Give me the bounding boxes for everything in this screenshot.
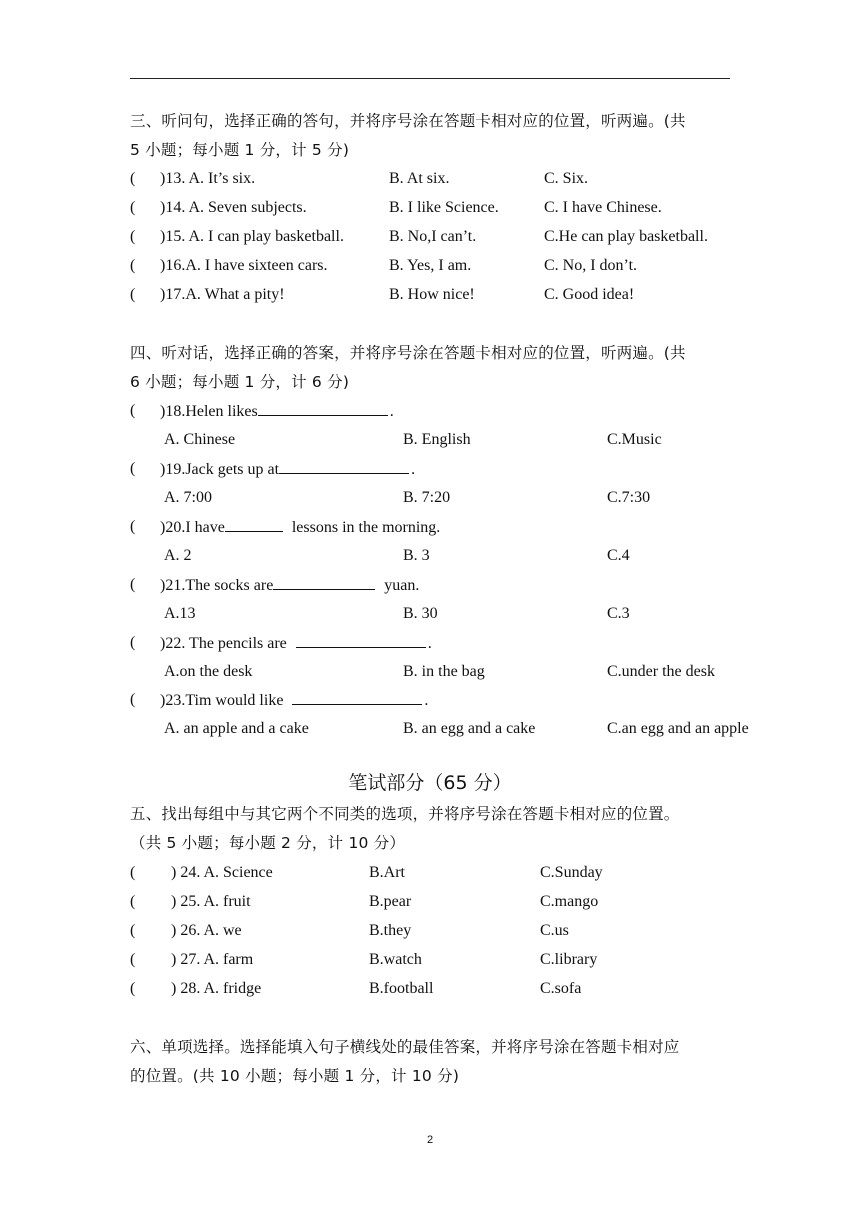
answer-paren: ( [130,864,136,881]
answer-blank [279,458,409,474]
option-b: B. an egg and a cake [403,720,536,737]
option-c: C.under the desk [607,663,715,680]
option-c: C.us [540,922,569,939]
answer-blank [296,632,426,648]
option-c: C.3 [607,605,630,622]
question-stem: ) 24. A. Science [171,864,273,881]
option-c: C.He can play basketball. [544,228,708,245]
question-tail: yuan. [384,577,420,594]
option-c: C.Music [607,431,662,448]
option-b: B. I like Science. [389,199,499,216]
option-b: B.pear [369,893,412,910]
option-c: C.7:30 [607,489,651,506]
question-stem [160,516,440,539]
answer-paren: ( [130,460,136,477]
option-a: A. 2 [164,547,192,564]
option-b: B. How nice! [389,286,475,303]
answer-paren: ( [130,576,136,593]
question-tail: lessons in the morning. [291,519,441,536]
answer-paren: ( [130,691,136,708]
option-c: C. No, I don’t. [544,257,638,274]
question-stem: )17.A. What a pity! [160,286,285,303]
question-stem [160,400,394,423]
written-part-title: 笔试部分（65 分） [348,772,512,794]
question-stem: ) 25. A. fruit [171,893,251,910]
option-c: C. Good idea! [544,286,635,303]
option-c: C. Six. [544,170,589,187]
answer-blank [225,516,283,532]
question-tail: . [427,635,432,652]
question-stem: )14. A. Seven subjects. [160,199,307,216]
question-stem [160,632,432,655]
answer-paren: ( [130,286,136,303]
question-text: )23.Tim would like [160,692,284,709]
answer-blank [258,400,388,416]
option-b: B. At six. [389,170,450,187]
answer-paren: ( [130,980,136,997]
option-b: B.Art [369,864,405,881]
question-stem [160,458,415,481]
option-b: B. No,I can’t. [389,228,477,245]
option-b: B. 30 [403,605,438,622]
answer-blank [273,574,375,590]
answer-paren: ( [130,170,136,187]
option-a: A. Chinese [164,431,236,448]
question-stem: ) 26. A. we [171,922,242,939]
answer-paren: ( [130,402,136,419]
section-5-heading-line1: 五、找出每组中与其它两个不同类的选项，并将序号涂在答题卡相对应的位置。 [130,805,680,823]
option-b: B.they [369,922,412,939]
answer-paren: ( [130,634,136,651]
section-4-heading-line1: 四、听对话，选择正确的答案，并将序号涂在答题卡相对应的位置，听两遍。(共 [130,344,686,362]
answer-paren: ( [130,951,136,968]
question-stem: )16.A. I have sixteen cars. [160,257,328,274]
option-b: B.watch [369,951,422,968]
option-b: B. 3 [403,547,430,564]
question-tail: . [389,403,394,420]
answer-paren: ( [130,228,136,245]
question-text: )18.Helen likes [160,403,258,420]
header-rule [130,78,730,79]
question-stem: )15. A. I can play basketball. [160,228,344,245]
answer-paren: ( [130,922,136,939]
option-c: C.4 [607,547,630,564]
answer-paren: ( [130,199,136,216]
question-text: )21.The socks are [160,577,274,594]
question-text: )20.I have [160,519,225,536]
option-b: B. 7:20 [403,489,451,506]
question-stem: ) 27. A. farm [171,951,254,968]
option-a: A. 7:00 [164,489,212,506]
option-c: C. I have Chinese. [544,199,662,216]
option-c: C.Sunday [540,864,603,881]
question-stem: ) 28. A. fridge [171,980,262,997]
option-c: C.an egg and an apple [607,720,749,737]
section-3-heading-line1: 三、听问句，选择正确的答句，并将序号涂在答题卡相对应的位置，听两遍。(共 [130,112,686,130]
option-b: B. English [403,431,471,448]
section-5-heading-line2: （共 5 小题；每小题 2 分，计 10 分） [130,834,406,852]
answer-blank [292,689,422,705]
option-c: C.mango [540,893,599,910]
option-a: A.13 [164,605,196,622]
option-b: B.football [369,980,434,997]
section-6-heading-line2: 的位置。(共 10 小题；每小题 1 分，计 10 分) [130,1067,460,1085]
question-text: )19.Jack gets up at [160,461,280,478]
section-6-heading-line1: 六、单项选择。选择能填入句子横线处的最佳答案，并将序号涂在答题卡相对应 [130,1038,680,1056]
page-number: 2 [426,1134,434,1146]
question-text: )22. The pencils are [160,635,287,652]
option-b: B. in the bag [403,663,485,680]
section-3-heading-line2: 5 小题；每小题 1 分，计 5 分) [130,141,350,159]
option-a: A. an apple and a cake [164,720,309,737]
answer-paren: ( [130,257,136,274]
question-tail: . [424,692,429,709]
question-tail: . [411,461,416,478]
option-a: A.on the desk [164,663,253,680]
question-stem [160,574,419,597]
question-stem: )13. A. It’s six. [160,170,256,187]
answer-paren: ( [130,893,136,910]
option-c: C.library [540,951,598,968]
option-c: C.sofa [540,980,582,997]
section-4-heading-line2: 6 小题；每小题 1 分，计 6 分) [130,373,350,391]
option-b: B. Yes, I am. [389,257,472,274]
question-stem [160,689,428,712]
answer-paren: ( [130,518,136,535]
